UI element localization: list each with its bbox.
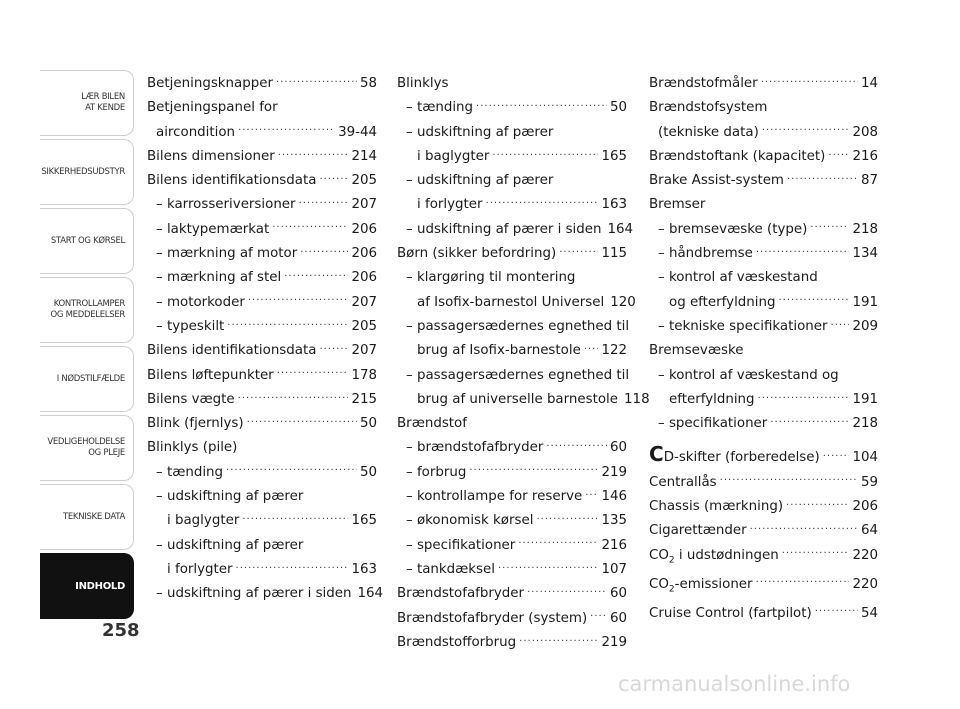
tab-index[interactable] (40, 553, 134, 619)
index-entry-text: aircondition (156, 124, 236, 140)
index-entry[interactable] (147, 169, 377, 193)
leader-dots (778, 292, 849, 306)
tab-safety-equipment[interactable] (40, 139, 134, 205)
index-entry-text: – mærkning af motor (156, 246, 298, 262)
leader-dots (546, 437, 607, 451)
index-entry[interactable] (397, 485, 627, 509)
index-entry-text: – tekniske specifikationer (658, 318, 828, 334)
page-ref: 209 (852, 318, 878, 334)
index-entry[interactable] (397, 218, 634, 242)
index-entry[interactable] (397, 461, 627, 485)
index-entry-text: – specifikationer (406, 537, 516, 553)
page-ref: 164 (357, 586, 384, 602)
index-entry[interactable] (397, 509, 627, 533)
leader-dots (319, 170, 348, 184)
index-entry[interactable] (649, 412, 878, 436)
leader-dots (787, 170, 858, 184)
index-entry[interactable] (147, 339, 377, 363)
index-entry[interactable] (649, 121, 878, 145)
index-entry[interactable] (147, 461, 377, 485)
leader-dots (585, 486, 598, 500)
index-entry[interactable] (397, 607, 627, 631)
page-ref: 134 (852, 246, 878, 262)
index-entry-text: Bilens vægte (147, 391, 235, 407)
index-entry-text: Bilens identifikationsdata (147, 343, 317, 359)
leader-dots (518, 535, 598, 549)
index-entry-text: og efterfyldning (669, 294, 776, 310)
leader-dots (782, 545, 850, 559)
index-entry[interactable] (397, 96, 627, 120)
index-entry-text: Bremsevæske (649, 343, 744, 359)
index-entry[interactable] (649, 544, 878, 573)
index-entry[interactable] (147, 242, 377, 266)
leader-dots (248, 292, 349, 306)
index-entry-text: – tankdæksel (406, 561, 495, 577)
index-entry[interactable] (397, 169, 627, 193)
page-ref: 207 (351, 343, 377, 359)
index-entry[interactable] (397, 631, 627, 655)
leader-dots (720, 472, 858, 486)
index-entry-text: Bremser (649, 197, 706, 213)
page-ref: 219 (601, 464, 627, 480)
index-entry-text: – udskiftning af pærer (156, 489, 304, 505)
index-entry[interactable] (649, 242, 878, 266)
index-entry[interactable] (649, 602, 878, 626)
leader-dots (276, 73, 357, 87)
index-entry[interactable] (397, 436, 627, 460)
leader-dots (272, 219, 348, 233)
leader-dots (770, 413, 849, 427)
index-entry[interactable] (649, 519, 878, 543)
page-ref: 206 (351, 221, 377, 237)
page-ref: 207 (351, 197, 377, 213)
page-ref: 60 (609, 586, 627, 602)
index-entry-text: Centrallås (649, 474, 717, 490)
index-entry[interactable] (397, 266, 627, 290)
leader-dots (756, 243, 850, 257)
index-entry[interactable] (147, 558, 377, 582)
leader-dots (299, 194, 349, 208)
index-entry[interactable] (649, 291, 878, 315)
leader-dots (469, 462, 598, 476)
index-entry-text: Børn (sikker befordring) (397, 246, 557, 262)
page-ref: 220 (852, 547, 878, 563)
index-entry-text: – brændstofafbryder (406, 440, 544, 456)
index-entry-text: Brændstofsystem (649, 100, 768, 116)
page-ref: 164 (607, 221, 634, 237)
page-ref: 206 (351, 270, 377, 286)
index-entry-text: $CO_2$-emissioner (649, 576, 753, 595)
index-entry-text: Brændstoftank (kapacitet) (649, 148, 826, 164)
index-entry-text: – økonomisk kørsel (406, 513, 534, 529)
index-entry[interactable] (649, 364, 878, 388)
tab-start-driving[interactable] (40, 208, 134, 274)
page-ref: 165 (601, 148, 627, 164)
leader-dots (758, 389, 850, 403)
index-entry-text: $CO_2$ i udstødningen (649, 547, 779, 566)
page-ref: 122 (601, 343, 627, 359)
leader-dots (284, 267, 348, 281)
index-column-3 (649, 72, 878, 626)
index-column-1 (147, 72, 384, 607)
index-entry-text: (tekniske data) (658, 124, 759, 140)
tab-label: I NØDSTILFÆLDE (56, 373, 125, 384)
page-ref: 50 (359, 416, 377, 432)
index-entry[interactable] (397, 145, 627, 169)
page-ref: 39-44 (338, 124, 377, 140)
leader-dots (238, 122, 335, 136)
page-ref: 135 (601, 513, 627, 529)
leader-dots (227, 316, 348, 330)
page-ref: 207 (351, 294, 377, 310)
leader-dots (277, 365, 349, 379)
leader-dots (226, 462, 357, 476)
index-entry-text: Brændstofforbrug (397, 634, 517, 650)
leader-dots (536, 510, 598, 524)
index-entry-text: – tænding (156, 464, 224, 480)
index-entry-text: Blinklys (pile) (147, 440, 238, 456)
letter-heading: C (649, 442, 664, 467)
index-entry-text: Blinklys (397, 76, 449, 91)
index-entry[interactable] (649, 495, 878, 519)
index-entry-text: Bilens dimensioner (147, 148, 275, 164)
index-entry-text: Cigarettænder (649, 523, 747, 539)
index-entry[interactable] (147, 534, 377, 558)
page-ref: 64 (860, 523, 878, 539)
page-ref: 120 (610, 294, 636, 310)
page-ref: 59 (860, 474, 878, 490)
index-entry[interactable] (147, 96, 377, 120)
index-entry[interactable] (397, 582, 627, 606)
leader-dots (810, 219, 849, 233)
index-entry-text: – udskiftning af pærer (156, 537, 304, 553)
index-entry[interactable] (397, 315, 630, 339)
leader-dots (750, 520, 858, 534)
page-ref: 50 (609, 100, 627, 116)
index-entry[interactable] (147, 364, 377, 388)
tab-warning-lights[interactable] (40, 277, 134, 343)
page-ref: 60 (609, 610, 627, 626)
index-entry[interactable] (147, 315, 377, 339)
index-entry[interactable] (397, 339, 627, 363)
index-entry-text: Brændstofafbryder (system) (397, 610, 588, 626)
index-entry[interactable] (147, 72, 377, 96)
page-ref: 206 (852, 499, 878, 515)
index-entry[interactable] (649, 388, 878, 412)
tab-label: SIKKERHEDSUDSTYR (41, 166, 125, 177)
index-entry-text: – mærkning af stel (156, 270, 282, 286)
index-entry-text: Bilens løftepunkter (147, 367, 274, 383)
index-entry-text: – motorkoder (156, 294, 245, 310)
index-entry-text: – kontrol af væskestand (658, 270, 818, 286)
index-entry-text: Brændstofmåler (649, 76, 758, 91)
page-ref: 191 (852, 294, 878, 310)
index-entry[interactable] (649, 315, 878, 339)
index-entry[interactable] (649, 218, 878, 242)
page-ref: 58 (359, 76, 377, 91)
index-entry-text: – typeskilt (156, 318, 225, 334)
index-column-2 (397, 72, 650, 655)
leader-dots (236, 559, 349, 573)
leader-dots (247, 413, 357, 427)
index-entry-text: Betjeningsknapper (147, 76, 273, 91)
index-entry[interactable] (147, 582, 384, 606)
index-entry[interactable] (649, 72, 878, 96)
leader-dots (756, 574, 850, 588)
index-entry[interactable] (397, 242, 627, 266)
tab-label: START OG KØRSEL (50, 235, 125, 246)
index-entry-text: Brændstofafbryder (397, 586, 525, 602)
page-ref: 219 (601, 634, 627, 650)
leader-dots (762, 122, 850, 136)
leader-dots (278, 146, 349, 160)
index-entry-text: – kontrollampe for reserve (406, 489, 583, 505)
tab-label: VEDLIGEHOLDELSE OG PLEJE (47, 437, 125, 458)
index-entry-text: Brake Assist-system (649, 173, 784, 189)
page-number: 258 (102, 620, 140, 641)
index-entry[interactable] (147, 388, 377, 412)
index-entry[interactable] (147, 266, 377, 290)
index-entry-text: – udskiftning af pærer i siden (406, 221, 602, 237)
index-entry[interactable] (147, 412, 377, 436)
index-entry[interactable] (397, 121, 627, 145)
index-entry-text: – udskiftning af pærer (406, 124, 554, 140)
page-ref: 214 (351, 148, 377, 164)
tab-maintenance[interactable] (40, 415, 134, 481)
watermark: carmanualsonline.info (618, 672, 851, 696)
index-entry-text: Brændstof (397, 416, 467, 432)
index-entry-text: Betjeningspanel for (147, 100, 278, 116)
leader-dots (590, 608, 607, 622)
index-entry[interactable] (397, 534, 627, 558)
page-ref: 178 (351, 367, 377, 383)
leader-dots (476, 97, 607, 111)
index-entry-text: – karrosseriversioner (156, 197, 296, 213)
leader-dots (498, 559, 598, 573)
index-entry-text: Cruise Control (fartpilot) (649, 605, 812, 621)
page-ref: 208 (852, 124, 878, 140)
page-ref: 206 (351, 246, 377, 262)
index-entry-text: – forbrug (406, 464, 467, 480)
index-entry[interactable] (397, 388, 650, 412)
index-entry-text: brug af universelle barnestole (417, 391, 619, 407)
index-entry-text: – specifikationer (658, 416, 768, 432)
index-entry[interactable] (147, 509, 377, 533)
page-ref: 104 (852, 450, 878, 466)
page-ref: 191 (852, 391, 878, 407)
index-entry-text: i baglygter (167, 513, 240, 529)
index-entry-text: af Isofix-barnestol Universel (417, 294, 605, 310)
page-ref: 163 (351, 561, 377, 577)
index-entry[interactable] (649, 471, 878, 495)
page-ref: 218 (852, 221, 878, 237)
leader-dots (300, 243, 348, 257)
index-entry-text: brug af Isofix-barnestole (417, 343, 581, 359)
index-entry-text: Blink (fjernlys) (147, 416, 244, 432)
page-ref: 115 (601, 246, 627, 262)
leader-dots (527, 583, 607, 597)
tab-technical-data[interactable] (40, 484, 134, 550)
index-entry-text: – passagersædernes egnethed til (406, 367, 630, 383)
tab-get-to-know-car[interactable] (40, 70, 134, 136)
page-ref: 165 (351, 513, 377, 529)
page-ref: 215 (351, 391, 377, 407)
leader-dots (584, 340, 599, 354)
leader-dots (761, 73, 858, 87)
index-entry[interactable] (649, 193, 878, 217)
index-entry-text: – håndbremse (658, 246, 753, 262)
index-entry-text: – laktypemærkat (156, 221, 270, 237)
leader-dots (492, 146, 598, 160)
page-ref: 163 (601, 197, 627, 213)
index-entry-text: – tænding (406, 100, 474, 116)
page-ref: 118 (624, 391, 650, 407)
index-entry[interactable] (147, 218, 377, 242)
page-ref: 87 (860, 173, 878, 189)
index-entry[interactable] (649, 145, 878, 169)
index-entry-text: i forlygter (417, 197, 483, 213)
leader-dots (319, 340, 348, 354)
page-ref: 218 (852, 416, 878, 432)
leader-dots (831, 316, 850, 330)
index-entry[interactable] (147, 145, 377, 169)
leader-dots (238, 389, 349, 403)
page-ref: 205 (351, 318, 377, 334)
leader-dots (486, 194, 599, 208)
tab-label: KONTROLLAMPER OG MEDDELELSER (50, 299, 125, 320)
tab-label: LÆR BILEN AT KENDE (81, 92, 125, 113)
leader-dots (815, 603, 858, 617)
index-entry-text: Bilens identifikationsdata (147, 173, 317, 189)
index-entry[interactable] (397, 72, 627, 96)
page-ref: 216 (852, 148, 878, 164)
index-entry[interactable] (397, 412, 627, 436)
index-entry[interactable] (397, 291, 636, 315)
leader-dots (828, 146, 849, 160)
index-entry[interactable] (147, 485, 377, 509)
index-entry-text: efterfyldning (669, 391, 755, 407)
tab-emergency[interactable] (40, 346, 134, 412)
page-ref: 50 (359, 464, 377, 480)
index-entry[interactable] (649, 573, 878, 602)
index-entry[interactable] (147, 436, 377, 460)
index-entry[interactable] (649, 96, 878, 120)
leader-dots (559, 243, 598, 257)
page-ref: 146 (601, 489, 627, 505)
tab-label: INDHOLD (75, 580, 125, 592)
index-entry-text: – udskiftning af pærer i siden (156, 586, 352, 602)
index-entry-text: – kontrol af væskestand og (658, 367, 839, 383)
index-entry-text: CD-skifter (forberedelse) (649, 442, 820, 467)
index-entry[interactable] (649, 266, 878, 290)
index-entry-text: – klargøring til montering (406, 270, 576, 286)
index-entry[interactable] (649, 339, 878, 363)
index-entry-text: i baglygter (417, 148, 490, 164)
index-entry[interactable] (147, 291, 377, 315)
tab-label: TEKNISKE DATA (62, 511, 125, 522)
leader-dots (242, 510, 348, 524)
index-entry[interactable] (397, 364, 630, 388)
index-entry[interactable] (397, 558, 627, 582)
page-ref: 205 (351, 173, 377, 189)
leader-dots (786, 496, 849, 510)
index-entry-text: Chassis (mærkning) (649, 499, 784, 515)
index-entry[interactable] (649, 169, 878, 193)
page-ref: 60 (609, 440, 627, 456)
page-ref: 220 (852, 576, 878, 592)
index-entry[interactable] (397, 193, 627, 217)
leader-dots (823, 447, 850, 461)
page-ref: 14 (860, 76, 878, 91)
page-ref: 54 (860, 605, 878, 621)
page-ref: 107 (601, 561, 627, 577)
page-ref: 216 (601, 537, 627, 553)
index-entry-text: – passagersædernes egnethed til (406, 318, 630, 334)
index-entry[interactable] (147, 121, 377, 145)
index-entry-text: – bremsevæske (type) (658, 221, 808, 237)
index-entry[interactable] (147, 193, 377, 217)
index-entry-text: i forlygter (167, 561, 233, 577)
index-entry[interactable] (649, 442, 878, 470)
leader-dots (519, 632, 598, 646)
index-entry-text: – udskiftning af pærer (406, 173, 554, 189)
